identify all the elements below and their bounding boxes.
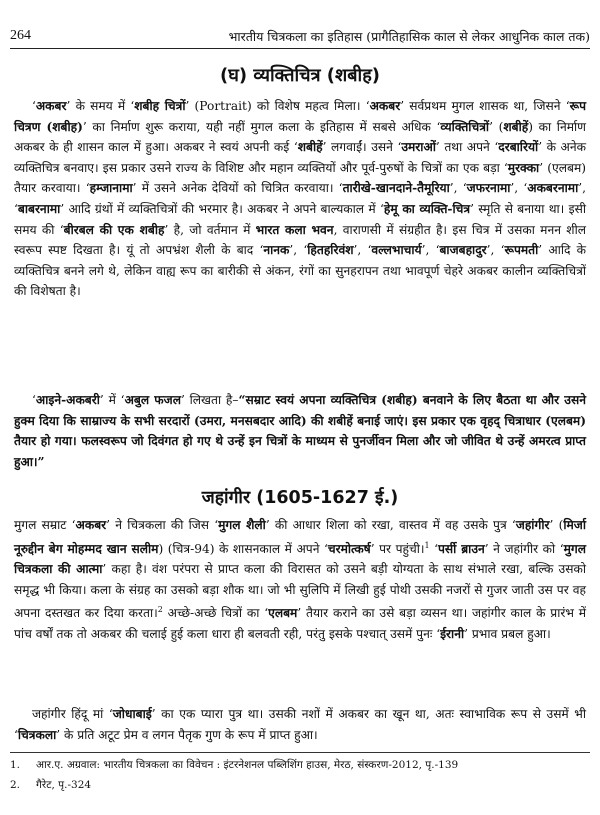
footnote-ref-1[interactable]: 1 [424,540,430,550]
subheading-jahangir: जहांगीर (1605-1627 ई.) [201,488,399,508]
footnote-item: 1. आर.ए. अग्रवाल: भारतीय चित्रकला का विवेचन : इंटरनेशनल पब्लिशिंग हाउस, मेरठ, संस्करण-2012, पृ.-139 [10,759,459,771]
footnote-ref-2[interactable]: 2 [157,605,163,615]
page-number: 264 [10,28,31,43]
paragraph-jahangir: मुगल सम्राट ‘अकबर’ ने चित्रकला की जिस ‘मुगल शैली’ की आधार शिला को रखा, वास्तव में वह उसके पुत्र ‘जहांगीर’ (मिर्जा नूरुद्दीन बेग मोहम्मद खान सलीम) (चित्र-94) के शासनकाल में अपने ‘चरमोत्कर्ष’ पर पहुंची।$^1$ ‘पर्सी ब्राउन’ ने जहांगीर को ‘मुगल चित्रकला की आत्मा’ कहा है। वंश परंपरा से प्राप्त कला की विरासत को उसने बड़ी योग्यता के साथ संभाले रखा, बल्कि उसको समृद्ध भी किया। कला के संग्रह का उसको बड़ा शौक था। जो भी सुलिपि में लिखी हुई पोथी उसकी नजरों से गुजर जाती उस पर वह अपना दस्तखत कर दिया करता।$^2$ अच्छे-अच्छे चित्रों का ‘एलबम’ तैयार कराने का उसे बड़ा व्यसन था। जहांगीर काल के प्रारंभ में पांच वर्षों तक तो अकबर की चलाई हुई कला धारा ही बलवती रही, परंतु इसके पश्चात् उसमें पुनः ‘ईरानी’ प्रभाव प्रबल हुआ। [14,518,587,642]
paragraph-ain-i-akbari-quote: ‘आइने-अकबरी’ में ‘अबुल फजल’ लिखता है–“सम्राट स्वयं अपना व्यक्तिचित्र (शबीह) बनवाने के लिए बैठता था और उसने हुक्म दिया कि साम्राज्य के सभी सरदारों (उमरा, मनसबदार आदि) की शबीहें बनाई जाएं। इस प्रकार एक वृहद् चित्राधार (एलबम) तैयार हो गया। फलस्वरूप जो दिवंगत हो गए थे उन्हें इन चित्रों के माध्यम से पुनर्जीवन मिला और जो जीवित थे उन्हें अमरत्व प्राप्त हुआ।” [14,393,586,469]
footnote-item: 2. गैरेट, पृ.-324 [10,779,92,791]
running-title: भारतीय चित्रकला का इतिहास (प्रागैतिहासिक काल से लेकर आधुनिक काल तक) [228,29,590,44]
footnotes [10,752,590,795]
paragraph-jodhabai: जहांगीर हिंदू मां ‘जोधाबाई’ का एक प्यारा पुत्र था। उसकी नशों में अकबर का खून था, अतः स्वाभाविक रूप से उसमें भी ‘चित्रकला’ के प्रति अटूट प्रेम व लगन पैतृक गुण के रूप में प्राप्त हुआ। [14,707,587,742]
page-header [10,24,590,49]
section-title: (घ) व्यक्तिचित्र (शबीह) [219,65,380,86]
paragraph-akbar-portraits: ‘अकबर’ के समय में ‘शबीह चित्रों’ (Portrait) को विशेष महत्व मिला। ‘अकबर’ सर्वप्रथम मुगल शासक था, जिसने ‘रूप चित्रण (शबीह)’ का निर्माण शुरू कराया, यही नहीं मुगल कला के इतिहास में सबसे अधिक ‘व्यक्तिचित्रों’ (शबीहें) का निर्माण अकबर के ही शासन काल में हुआ। अकबर ने स्वयं अपनी कई ‘शबीहें’ लगवाईं। उसने ‘उमराओं’ तथा अपने ‘दरबारियों’ के अनेक व्यक्तिचित्र बनवाए। इस प्रकार उसने राज्य के विशिष्ट और महान व्यक्तियों और पूर्व-पुरुषों के चित्रों का एक बड़ा ‘मुरक्का’ (एलबम) तैयार करवाया। ‘हम्जानामा’ में उसने अनेक देवियों को चित्रित करवाया। ‘तारीखे-खानदाने-तैमूरिया’, ‘जफरनामा’, ‘अकबरनामा’, ‘बाबरनामा’ आदि ग्रंथों में व्यक्तिचित्रों की भरमार है। अकबर ने अपने बाल्यकाल में ‘हेमू का व्यक्ति-चित्र’ स्मृति से बनाया था। इसी समय की ‘बीरबल की एक शबीह’ है, जो वर्तमान में भारत कला भवन, वाराणसी में संग्रहीत है। इस चित्र में उसका मनन शील स्वरूप स्पष्ट दिखता है। यूं तो अपभ्रंश शैली के बाद ‘नानक’, ‘हितहरिवंश’, ‘वल्लभाचार्य’, ‘बाजबहादुर’, ‘रूपमती’ आदि के व्यक्तिचित्र बनने लगे थे, लेकिन वाह्य रूप का बारीकी से अंकन, रंगों का सुनहरापन तथा भावपूर्ण चेहरे अकबर कालीन व्यक्तिचित्रों की विशेषता है। [14,99,587,299]
block-quote: “सम्राट स्वयं अपना व्यक्तिचित्र (शबीह) बनवाने के लिए बैठता था और उसने हुक्म दिया कि साम्राज्य के सभी सरदारों (उमरा, मनसबदार आदि) की शबीहें बनाई जाएं। इस प्रकार एक वृहद् चित्राधार (एलबम) तैयार हो गया। फलस्वरूप जो दिवंगत हो गए थे उन्हें इन चित्रों के माध्यम से पुनर्जीवन मिला और जो जीवित थे उन्हें अमरत्व प्राप्त हुआ।” [14,393,586,469]
